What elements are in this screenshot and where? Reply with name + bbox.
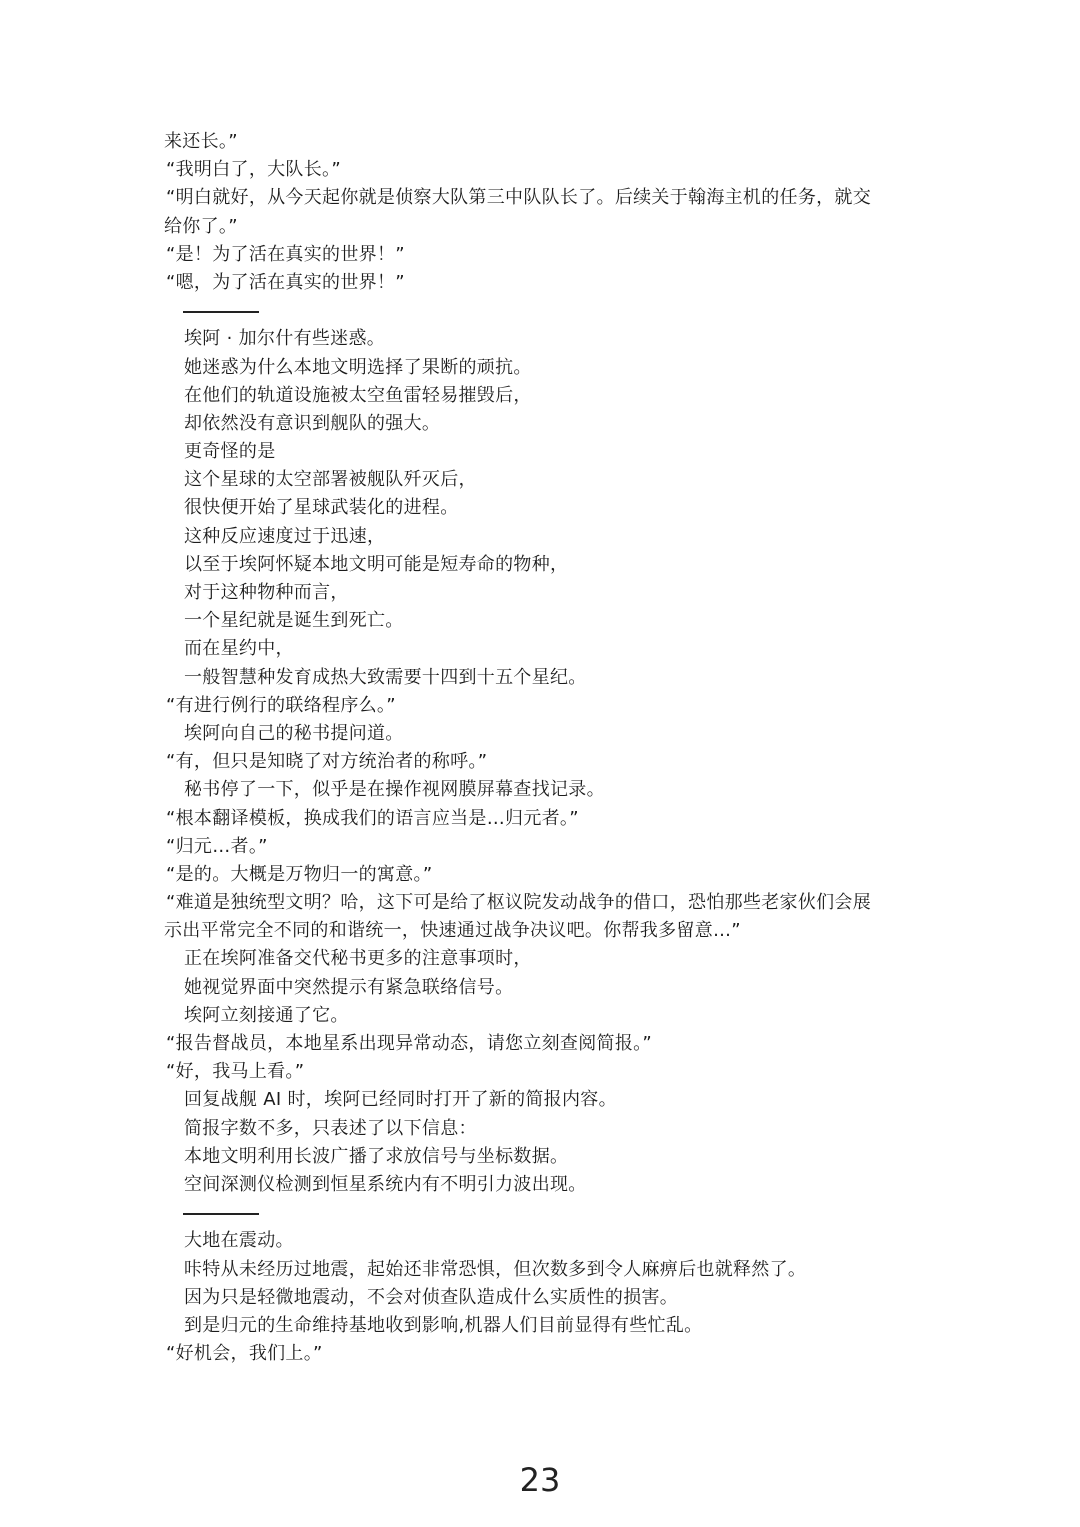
text-line: 本地文明利用长波广播了求放信号与坐标数据。 [184,1145,569,1167]
text-line: “好机会，我们上。” [166,1343,323,1365]
page-number: 23 [519,1461,561,1499]
text-line: “好，我马上看。” [166,1061,305,1083]
text-line: 示出平常完全不同的和谐统一，快速通过战争决议吧。你帮我多留意…” [164,920,741,942]
text-line: 一个星纪就是诞生到死亡。 [184,610,404,632]
text-line: 到是归元的生命维持基地收到影响,机器人们目前显得有些忙乱。 [184,1314,703,1336]
text-line: “我明白了，大队长。” [166,159,341,181]
text-line: “明白就好，从今天起你就是侦察大队第三中队队长了。后续关于翰海主机的任务，就交 [166,187,872,209]
text-line: “嗯，为了活在真实的世界！” [166,271,405,293]
text-line: 这个星球的太空部署被舰队歼灭后， [184,469,477,491]
text-line: “是的。大概是万物归一的寓意。” [166,863,433,885]
text-line: “根本翻译模板，换成我们的语言应当是…归元者。” [166,807,579,829]
text-line: 因为只是轻微地震动，不会对侦查队造成什么实质性的损害。 [184,1286,679,1308]
text-line: 正在埃阿准备交代秘书更多的注意事项时， [184,948,532,970]
text-line: 来还长。” [164,131,238,152]
text-line: 秘书停了一下，似乎是在操作视网膜屏幕查找记录。 [184,779,605,801]
text-line: 她迷惑为什么本地文明选择了果断的顽抗。 [184,356,532,378]
text-line: 咔特从未经历过地震，起始还非常恐惧，但次数多到令人麻痹后也就释然了。 [184,1258,807,1280]
divider-rule [183,1213,259,1215]
text-line: 一般智慧种发育成热大致需要十四到十五个星纪。 [184,666,587,688]
text-line: 大地在震动。 [184,1230,294,1252]
body-text [164,128,924,1368]
section-divider [164,297,924,325]
text-line: 埃阿立刻接通了它。 [184,1004,349,1026]
text-line: 回复战舰 AI 时，埃阿已经同时打开了新的简报内容。 [184,1089,617,1111]
divider-rule [183,311,259,313]
text-line: 很快便开始了星球武装化的进程。 [184,497,459,519]
text-line: 对于这种物种而言， [184,582,349,603]
text-line: 在他们的轨道设施被太空鱼雷轻易摧毁后， [184,384,532,406]
text-line: 简报字数不多，只表述了以下信息： [184,1117,477,1139]
text-line: “归元…者。” [166,835,268,857]
text-line: 埃阿 · 加尔什有些迷惑。 [184,328,386,350]
text-line: 给你了。” [164,215,238,237]
text-line: 以至于埃阿怀疑本地文明可能是短寿命的物种， [184,553,569,575]
text-line: “有进行例行的联络程序么。” [166,694,396,716]
text-line: 她视觉界面中突然提示有紧急联络信号。 [184,976,514,998]
text-line: 更奇怪的是 [184,441,276,463]
text-line: 空间深测仪检测到恒星系统内有不明引力波出现。 [184,1173,587,1195]
text-line: “报告督战员，本地星系出现异常动态，请您立刻查阅简报。” [166,1033,653,1054]
text-line: “有，但只是知晓了对方统治者的称呼。” [166,751,488,773]
text-line: “是！为了活在真实的世界！” [166,243,405,265]
section-divider [164,1199,924,1227]
text-line: 这种反应速度过于迅速， [184,525,386,547]
text-line: 却依然没有意识到舰队的强大。 [184,412,441,434]
text-line: “难道是独统型文明？哈，这下可是给了枢议院发动战争的借口，恐怕那些老家伙们会展 [166,892,872,914]
text-line: 埃阿向自己的秘书提问道。 [184,722,404,744]
text-line: 而在星约中， [184,638,294,660]
